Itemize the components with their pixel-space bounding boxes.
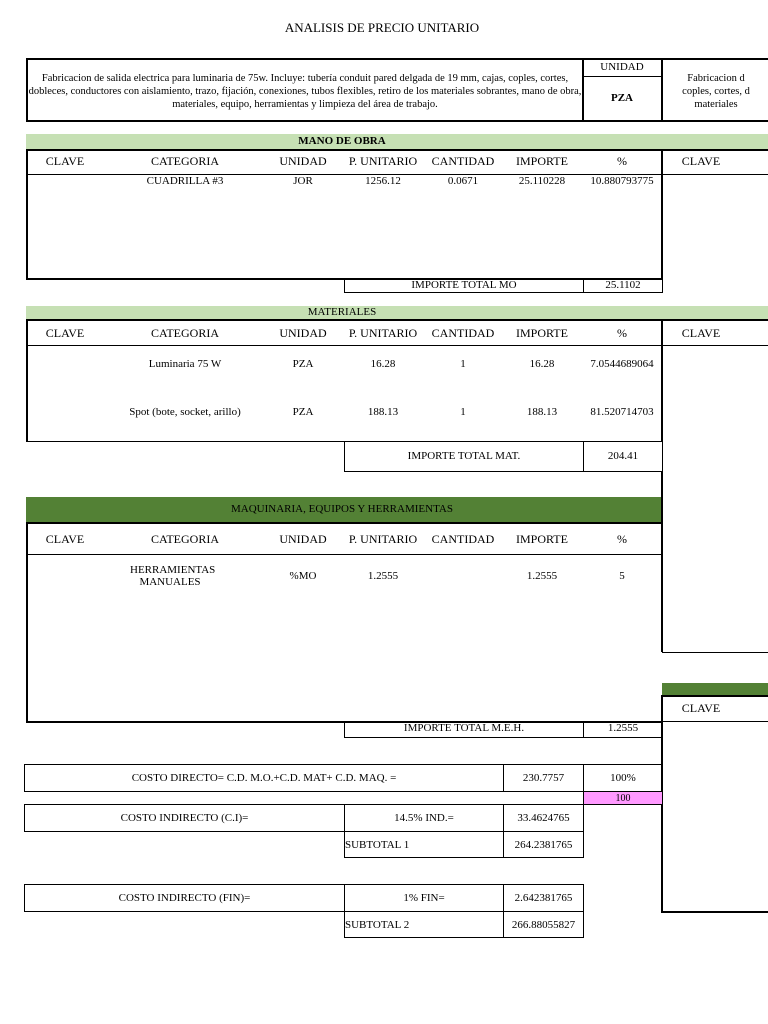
fin-subtotal-value: 266.88055827 (511, 918, 576, 931)
page-title: ANALISIS DE PRECIO UNITARIO (284, 20, 480, 35)
mat-row1-punitario: 16.28 (370, 358, 396, 370)
ci-label-cell (24, 804, 345, 832)
ci-subtotal-label: SUBTOTAL 1 (345, 838, 410, 851)
mo-row-unidad: JOR (293, 175, 313, 187)
mat-row2-categoria: Spot (bote, socket, arillo) (129, 406, 241, 418)
meh-row-unidad: %MO (289, 570, 317, 582)
costo-directo-pct-cell (583, 764, 663, 792)
mat-row1-unidad: PZA (292, 358, 314, 370)
costo-directo-pink-value: 100 (615, 792, 631, 804)
mo-row-importe: 25.110228 (518, 175, 566, 187)
mat-col-punitario: P. UNITARIO (348, 326, 418, 340)
meh-col-cantidad: CANTIDAD (431, 532, 495, 546)
mat-row1-pct: 7.0544689064 (590, 358, 654, 370)
description-text: Fabricacion de salida electrica para luminaria de 75w. Incluye: tubería conduit pared delgada de 19 mm, cajas, coples, cortes, dobleces, conductores con aislamiento, trazo, fijación, conexiones, tubos flexibles, retiro de los materiales sobrantes, mano de obra, materiales, equipo, herramientas y limpieza del área de trabajo. (28, 73, 582, 110)
meh-col-pct: % (617, 532, 627, 546)
mo-row-pct: 10.880793775 (590, 175, 654, 187)
fin-label-cell (24, 884, 345, 912)
costo-directo-value: 230.7757 (522, 772, 565, 784)
meh-row-importe: 1.2555 (526, 570, 558, 582)
mo-total-label: IMPORTE TOTAL MO (411, 279, 517, 291)
mat-col-categoria: CATEGORIA (151, 326, 219, 340)
fin-subtotal-label: SUBTOTAL 2 (345, 918, 410, 931)
mat-row2-importe: 188.13 (526, 406, 558, 418)
meh-col-unidad: UNIDAD (279, 532, 327, 546)
mat-row1-cantidad: 1 (460, 358, 466, 370)
mo-col-clave: CLAVE (45, 154, 85, 168)
ci-subtotal-value: 264.2381765 (514, 838, 573, 851)
mat-row1-importe: 16.28 (529, 358, 555, 370)
ci-subtotal-label-cell (344, 831, 504, 858)
ci-rate-cell (344, 804, 504, 832)
mo-total-value: 25.1102 (605, 279, 641, 291)
meh-row-punitario: 1.2555 (367, 570, 399, 582)
mat-row2-cantidad: 1 (460, 406, 466, 418)
mat-col-importe: IMPORTE (516, 326, 568, 340)
maquinaria-title: MAQUINARIA, EQUIPOS Y HERRAMIENTAS (231, 503, 453, 515)
unit-value: PZA (611, 92, 633, 104)
ci-subtotal-value-cell (503, 831, 584, 858)
costo-directo-pink-cell (583, 791, 663, 805)
meh-col-categoria: CATEGORIA (151, 532, 219, 546)
mat-row2-unidad: PZA (292, 406, 314, 418)
fin-value-cell (503, 884, 584, 912)
mo-col-unidad: UNIDAD (279, 154, 327, 168)
mat-row2-pct: 81.520714703 (590, 406, 654, 418)
mo-col-pct: % (617, 154, 627, 168)
mo-row-categoria: CUADRILLA #3 (146, 175, 224, 187)
mat-row1-categoria: Luminaria 75 W (148, 358, 222, 370)
fin-rate-cell (344, 884, 504, 912)
costo-directo-label-cell (24, 764, 504, 792)
ci-value: 33.4624765 (517, 812, 570, 824)
costo-directo-label: COSTO DIRECTO= C.D. M.O.+C.D. MAT+ C.D. MAQ. = (131, 772, 397, 784)
mo-col-cantidad: CANTIDAD (431, 154, 495, 168)
meh-col-clave: CLAVE (45, 532, 85, 546)
mo-col-importe: IMPORTE (516, 154, 568, 168)
materiales-title: MATERIALES (307, 306, 377, 318)
ci-rate: 14.5% IND.= (394, 812, 454, 824)
mo-col-clave-right: CLAVE (681, 154, 721, 168)
mat-total-value: 204.41 (607, 450, 639, 462)
mat-col-clave-right: CLAVE (681, 326, 721, 340)
mano-obra-title: MANO DE OBRA (298, 135, 386, 147)
ci-value-cell (503, 804, 584, 832)
mo-col-categoria: CATEGORIA (151, 154, 219, 168)
ci-label: COSTO INDIRECTO (C.I)= (120, 812, 249, 824)
meh-col-importe: IMPORTE (516, 532, 568, 546)
mat-col-pct: % (617, 326, 627, 340)
meh-col-punitario: P. UNITARIO (348, 532, 418, 546)
costo-directo-pct: 100% (610, 772, 636, 784)
mat-col-unidad: UNIDAD (279, 326, 327, 340)
mat-total-label: IMPORTE TOTAL MAT. (407, 450, 521, 462)
meh-row-categoria: HERRAMIENTAS MANUALES (130, 564, 216, 588)
fin-subtotal-label-cell (344, 911, 504, 938)
mat-col-clave: CLAVE (45, 326, 85, 340)
costo-directo-value-cell (503, 764, 584, 792)
right-clave-header: CLAVE (681, 701, 721, 715)
mo-row-punitario: 1256.12 (365, 175, 401, 187)
mo-row-cantidad: 0.0671 (447, 175, 479, 187)
fin-label: COSTO INDIRECTO (FIN)= (118, 892, 251, 904)
fin-rate: 1% FIN= (403, 892, 445, 904)
mat-row2-punitario: 188.13 (367, 406, 399, 418)
unit-header: UNIDAD (600, 61, 644, 73)
right-dark-band (662, 683, 768, 695)
meh-total-value: 1.2555 (607, 722, 639, 734)
fin-subtotal-value-cell (503, 911, 584, 938)
description-clipped-text: Fabricacion d coples, cortes, d materiales (682, 73, 750, 110)
mat-col-cantidad: CANTIDAD (431, 326, 495, 340)
meh-total-label: IMPORTE TOTAL M.E.H. (403, 722, 525, 734)
fin-value: 2.642381765 (514, 892, 573, 904)
mo-col-punitario: P. UNITARIO (348, 154, 418, 168)
meh-row-pct: 5 (619, 570, 625, 582)
